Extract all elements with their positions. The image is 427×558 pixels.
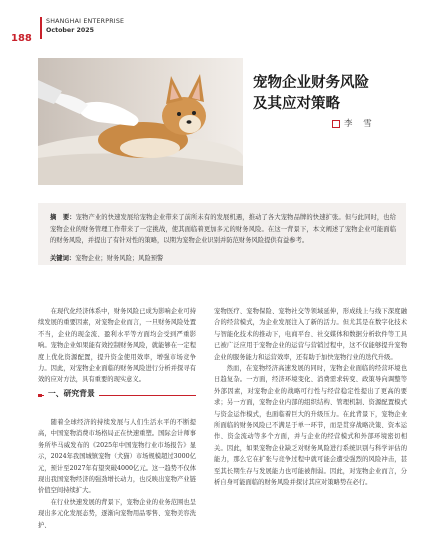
article-title-line-1: 宠物企业财务风险 xyxy=(253,74,369,91)
corgi-photo-illustration xyxy=(38,58,243,185)
right-paragraph-1: 宠物医疗、宠物保险、宠物社交等领域延伸，形成线上与线下深度融合的经营模式，为企业发展注入了新的活力。但尤其是在数字化技术与智能化技术的推动下，电商平台、社交媒体和数据分析软件等工具已被广泛应用于宠物企业的运营与营销过程中，这不仅能够提升宠物企业的服务能力和运营效率，还有助于加快宠物行业的迭代升级。 xyxy=(214,308,407,361)
section-heading xyxy=(38,388,196,403)
abstract-text: 宠物产业的快速发展给宠物企业带来了前所未有的发展机遇，推动了各大宠物品牌的快速扩张。但与此同时，也给宠物企业的财务管理工作带来了一定挑战，使其面临着更加多元的财务风险。在这一背景下，本文阐述了宠物企业可能面临的财务风险，并提出了有针对性的策略，以期为宠物企业识别并防范财务风险提供有益参考。 xyxy=(50,214,397,245)
author-name: 李 雪 xyxy=(344,119,376,129)
right-column xyxy=(214,306,407,489)
article-title-line-2: 及其应对策略 xyxy=(253,95,340,112)
article-title xyxy=(253,72,413,114)
right-paragraph-2: 然而，在宠物经济高速发展的同时，宠物企业面临的经营环境也日趋复杂。一方面，经济环境变化、消费需求转变、政策导向调整等外部因素，对宠物企业的战略可行性与经营稳定性提出了更高的要求；另一方面，宠物企业内部的组织结构、管理机制、资源配置模式与资金运作模式，也面临着巨大的升级压力。在此背景下，宠物企业所面临的财务风险已不满足于单一环节，而是贯穿战略决策、资本运作、资金流动等多个方面，并与企业的经营模式和外部环境密切相关。因此，如果宠物企业缺乏对财务风险进行系统识别与科学评估的能力，那么它在扩张与竞争过程中就可能会遭受强烈的风险冲击，甚至其长期生存与发展能力也可能被削弱。因此，对宠物企业而言，分析自身可能面临的财务风险并探讨其应对策略势在必行。 xyxy=(214,365,407,487)
magazine-name: SHANGHAI ENTERPRISE xyxy=(46,18,125,25)
section-title: 一、研究背景 xyxy=(44,388,99,399)
abstract-label: 摘 要： xyxy=(50,214,76,221)
intro-text: 在现代化经济体系中，财务风险已成为影响企业可持续发展的重要因素，对宠物企业而言，一旦财务风险处置不当，企业的现金流、盈利水平等方面均会受到严重影响。宠物企业如果能有效控制财务风险，就能够在一定程度上优化资源配置，提升资金使用效率，增强市场竞争力。因此，对宠物企业面临的财务风险进行分析并探寻有效的应对方法，具有重要的现实意义。 xyxy=(38,308,196,384)
page-number: 188 xyxy=(11,33,32,44)
section1-paragraph-2: 在行业快速发展的背景下，宠物企业的业务范围也呈现出多元化发展态势，逐渐向宠物用品零售、宠物美容洗护、 xyxy=(38,498,196,529)
article-photo xyxy=(38,58,243,185)
section1-body xyxy=(38,417,196,531)
keywords xyxy=(50,253,163,262)
keywords-label: 关键词： xyxy=(50,255,76,262)
abstract xyxy=(50,212,396,247)
section-marker xyxy=(38,394,42,397)
header-divider xyxy=(40,17,42,39)
section1-paragraph-1: 随着全球经济的持续发展与人们生活水平的不断提高，中国宠物消费市场格局正在快速重塑。国际会计师事务所毕马威发布的《2025年中国宠物行业市场报告》显示，2024年我国城镇宠物（犬猫）市场规模超过3000亿元，预计至2027年有望突破4000亿元。这一趋势不仅体现出我国宠物经济的强劲增长动力，也反映出宠物产业链价值空间持续扩大。 xyxy=(38,419,196,495)
intro-paragraph xyxy=(38,306,196,386)
author-marker-icon xyxy=(332,120,340,128)
issue-date: October 2025 xyxy=(46,27,95,34)
keywords-text: 宠物企业；财务风险；风险预警 xyxy=(75,255,164,262)
